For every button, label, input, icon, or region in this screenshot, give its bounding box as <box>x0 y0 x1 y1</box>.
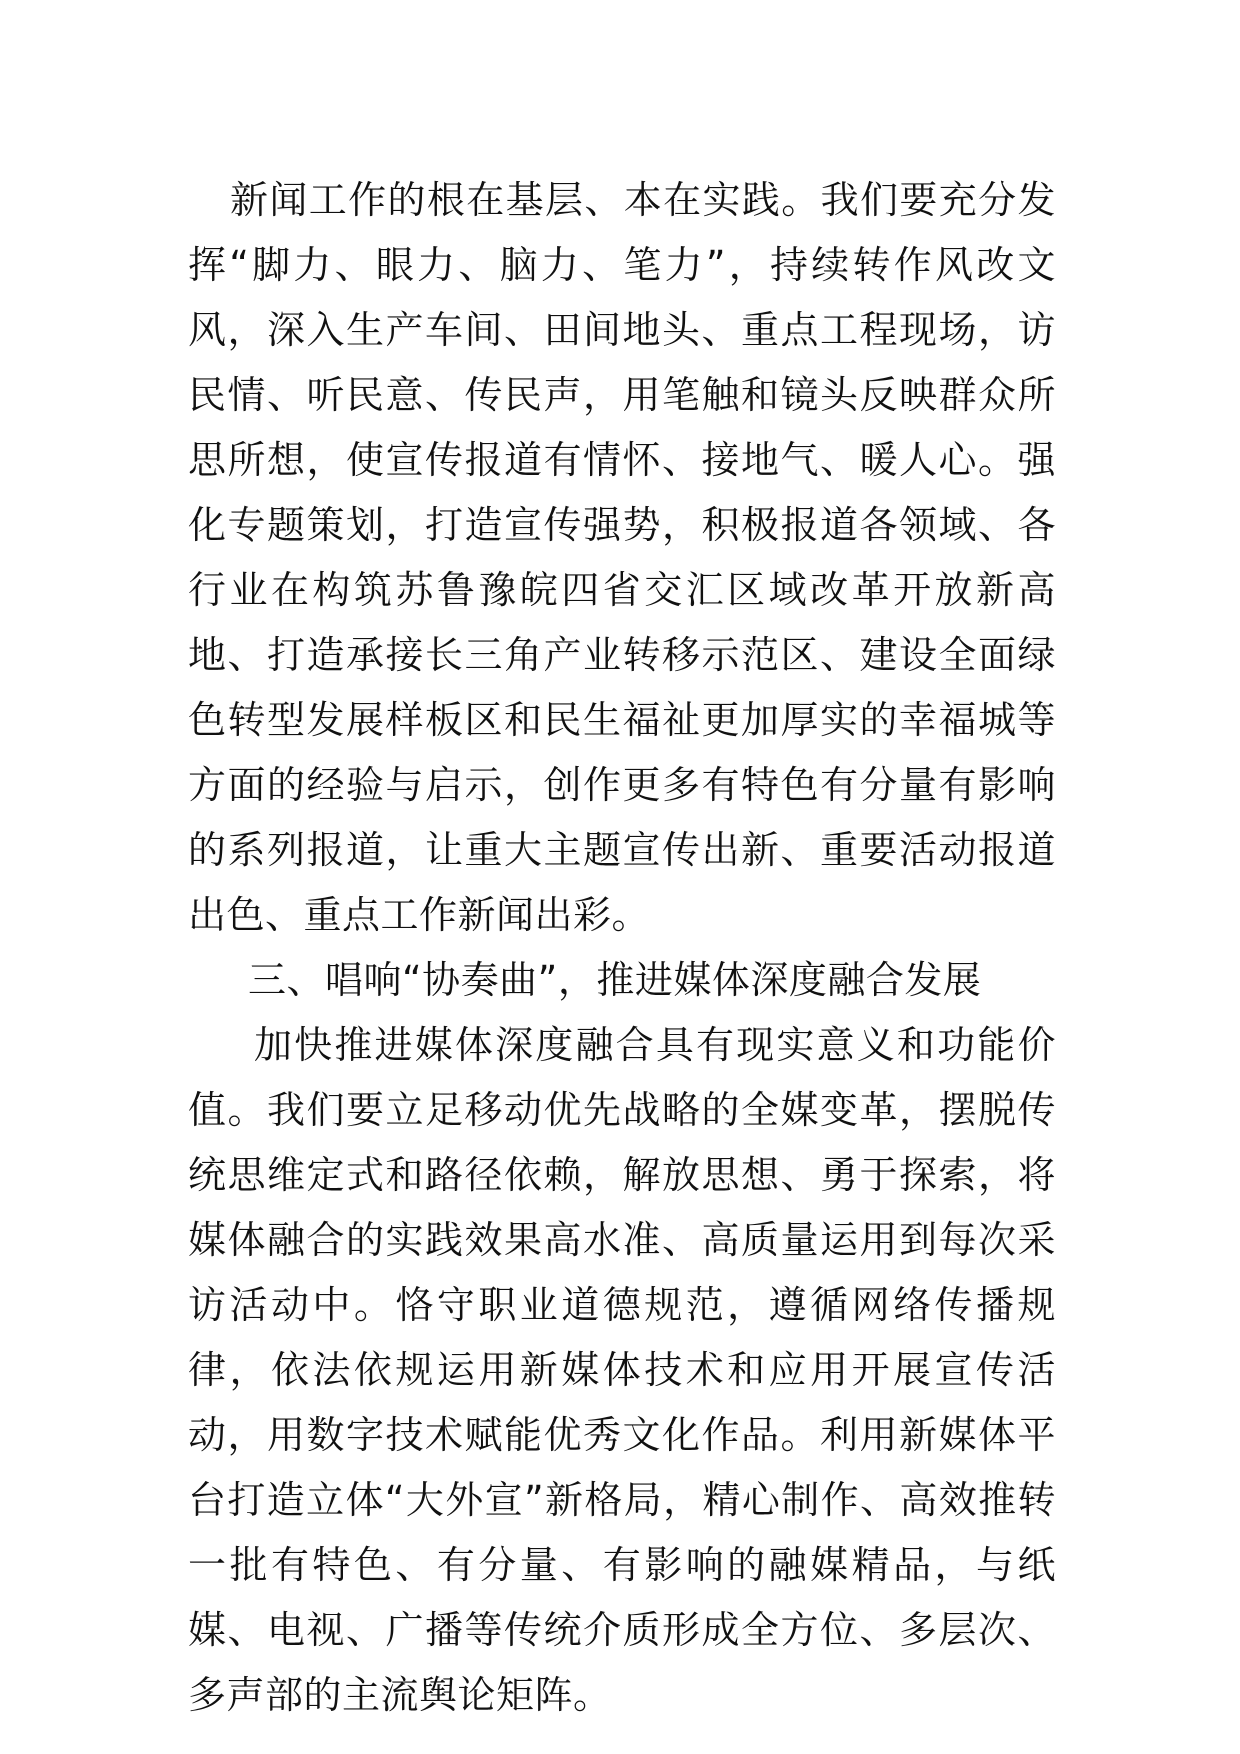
body-paragraph-media-fusion: 加快推进媒体深度融合具有现实意义和功能价值。我们要立足移动优先战略的全媒变革，摆脱传统思维定式和路径依赖，解放思想、勇于探索，将媒体融合的实践效果高水准、高质量运用到每次采访活动中。恪守职业道德规范，遵循网络传播规律，依法依规运用新媒体技术和应用开展宣传活动，用数字技术赋能优秀文化作品。利用新媒体平台打造立体“大外宣”新格局，精心制作、高效推转一批有特色、有分量、有影响的融媒精品，与纸媒、电视、广播等传统介质形成全方位、多层次、多声部的主流舆论矩阵。 <box>188 1023 1056 1717</box>
document-body <box>188 168 1056 1728</box>
body-paragraph-news-work: 新闻工作的根在基层、本在实践。我们要充分发挥“脚力、眼力、脑力、笔力”，持续转作风改文风，深入生产车间、田间地头、重点工程现场，访民情、听民意、传民声，用笔触和镜头反映群众所思所想，使宣传报道有情怀、接地气、暖人心。强化专题策划，打造宣传强势，积极报道各领域、各行业在构筑苏鲁豫皖四省交汇区域改革开放新高地、打造承接长三角产业转移示范区、建设全面绿色转型发展样板区和民生福祉更加厚实的幸福城等方面的经验与启示，创作更多有特色有分量有影响的系列报道，让重大主题宣传出新、重要活动报道出色、重点工作新闻出彩。 <box>188 178 1056 937</box>
section-heading-three: 三、唱响“协奏曲”，推进媒体深度融合发展 <box>248 958 982 1002</box>
